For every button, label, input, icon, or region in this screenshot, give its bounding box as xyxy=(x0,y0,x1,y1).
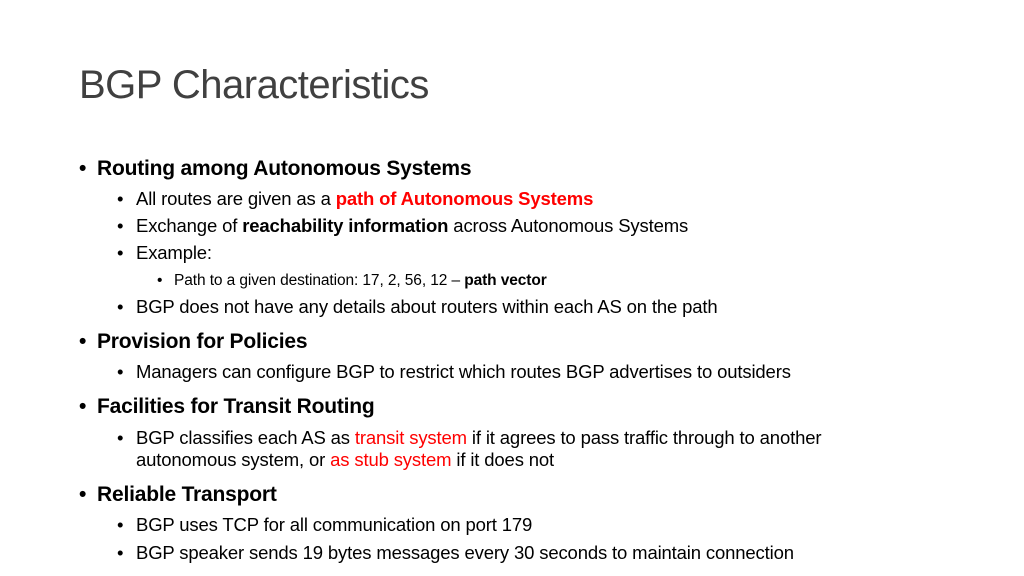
item-text: Path to a given destination: 17, 2, 56, 12 – xyxy=(174,272,465,289)
item-text: BGP classifies each AS as xyxy=(136,427,355,448)
list-item: BGP speaker sends 19 bytes messages every 30 seconds to maintain connection xyxy=(136,542,794,563)
section-heading: Reliable Transport xyxy=(97,483,277,506)
bullet-icon: • xyxy=(79,483,87,506)
bullet-icon: • xyxy=(117,514,124,535)
highlight-text: transit system xyxy=(354,427,467,448)
bold-text: path vector xyxy=(464,272,547,289)
list-item xyxy=(136,213,688,238)
bullet-icon: • xyxy=(117,361,124,382)
item-text: if it does not xyxy=(451,449,555,470)
section-heading: Routing among Autonomous Systems xyxy=(97,157,472,180)
list-item: Example: xyxy=(136,242,212,263)
section-heading: Facilities for Transit Routing xyxy=(97,395,375,418)
item-text: autonomous system, or xyxy=(136,449,331,470)
bullet-icon: • xyxy=(117,188,124,209)
bullet-icon: • xyxy=(117,427,124,448)
highlight-text: as stub system xyxy=(330,449,452,470)
bullet-icon: • xyxy=(79,330,87,353)
bullet-icon: • xyxy=(157,272,163,289)
bullet-icon: • xyxy=(117,242,124,263)
list-item xyxy=(174,271,547,291)
item-text: across Autonomous Systems xyxy=(448,215,689,236)
bullet-icon: • xyxy=(117,542,124,563)
section-heading: Provision for Policies xyxy=(97,330,308,353)
item-text: All routes are given as a xyxy=(136,188,336,209)
bullet-icon: • xyxy=(117,215,124,236)
list-item-continuation xyxy=(136,447,554,472)
bold-text: reachability information xyxy=(242,215,449,236)
item-text: if it agrees to pass traffic through to another xyxy=(466,427,822,448)
list-item xyxy=(136,186,593,211)
bullet-icon: • xyxy=(117,296,124,317)
list-item: Managers can configure BGP to restrict which routes BGP advertises to outsiders xyxy=(136,361,791,382)
bullet-icon: • xyxy=(79,395,87,418)
bullet-icon: • xyxy=(79,157,87,180)
list-item: BGP uses TCP for all communication on port 179 xyxy=(136,514,533,535)
item-text: Exchange of xyxy=(136,215,243,236)
highlight-text: path of Autonomous Systems xyxy=(335,188,594,209)
slide-title: BGP Characteristics xyxy=(79,63,429,107)
list-item: BGP does not have any details about routers within each AS on the path xyxy=(136,296,718,317)
